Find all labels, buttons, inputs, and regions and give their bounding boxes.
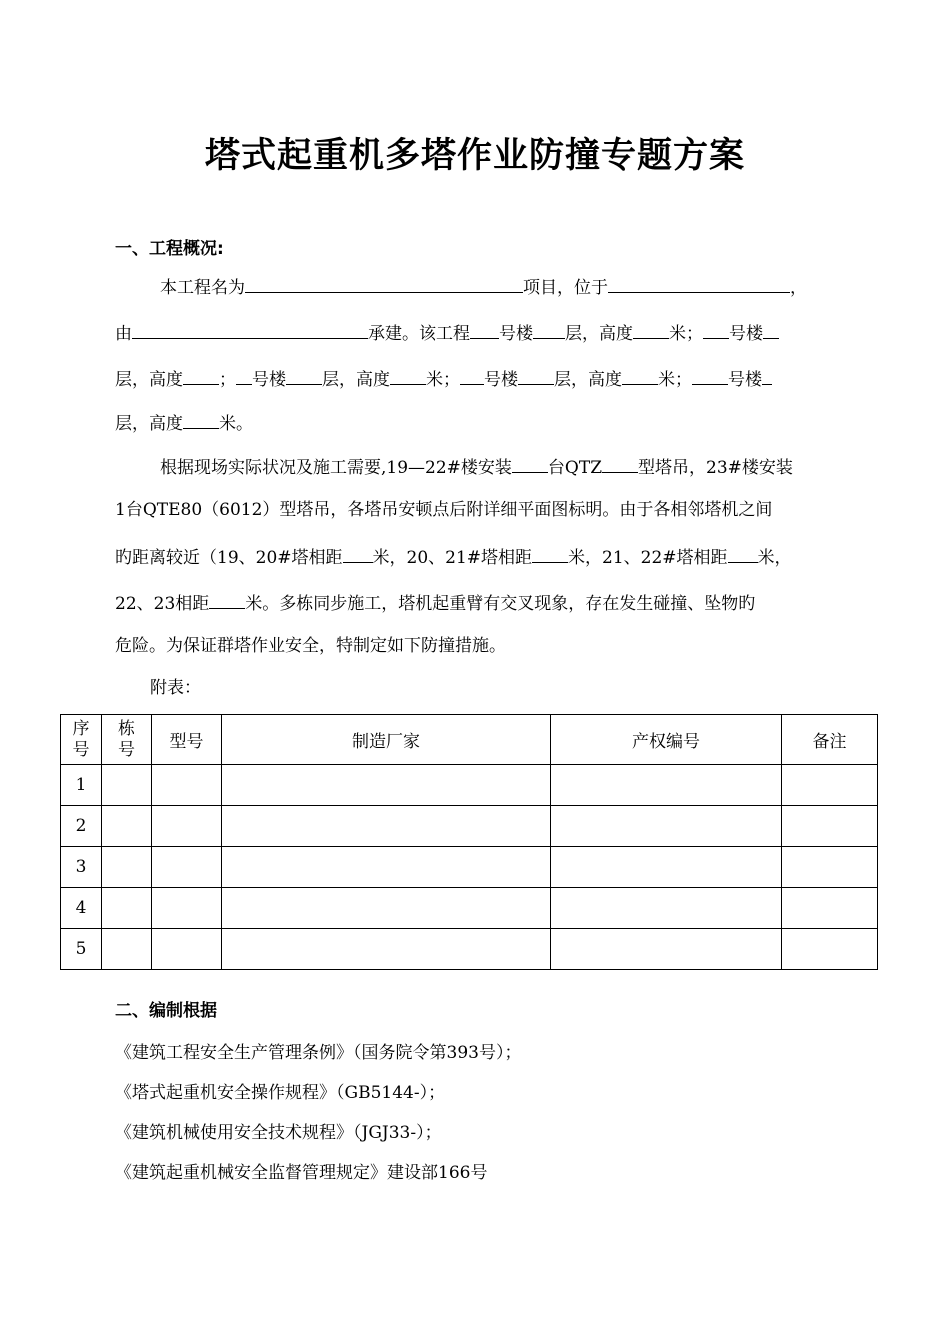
table-cell[interactable] xyxy=(222,929,551,970)
blank-distance[interactable] xyxy=(728,546,758,563)
table-cell: 4 xyxy=(61,888,102,929)
table-cell: 5 xyxy=(61,929,102,970)
blank-floors[interactable] xyxy=(763,322,779,339)
text: 项目，位于 xyxy=(523,278,608,298)
blank-distance[interactable] xyxy=(209,592,245,609)
header-building xyxy=(102,715,152,765)
text: 层，高度 xyxy=(115,414,183,434)
table-row xyxy=(61,765,878,806)
text: 由 xyxy=(115,324,132,344)
blank-height[interactable] xyxy=(183,368,219,385)
blank-height[interactable] xyxy=(622,368,658,385)
text: 层，高度 xyxy=(565,324,633,344)
table-cell[interactable] xyxy=(782,765,878,806)
text: 承建。该工程 xyxy=(368,324,470,344)
text: 号楼 xyxy=(499,324,533,344)
blank-building-no[interactable] xyxy=(470,322,499,339)
overview-line-1 xyxy=(160,276,807,298)
table-row xyxy=(61,929,878,970)
text: 米，20、21#塔相距 xyxy=(372,548,533,568)
reference-item: 《塔式起重机安全操作规程》（GB5144-）； xyxy=(115,1083,446,1103)
text: 层，高度 xyxy=(554,370,622,390)
text: 型塔吊，23#楼安装 xyxy=(638,458,793,478)
table-cell[interactable] xyxy=(782,806,878,847)
table-cell[interactable] xyxy=(102,847,152,888)
table-cell: 3 xyxy=(61,847,102,888)
blank-height[interactable] xyxy=(183,412,219,429)
text: 号楼 xyxy=(252,370,286,390)
table-cell[interactable] xyxy=(551,806,782,847)
text: 米，21、22#塔相距 xyxy=(568,548,728,568)
table-cell[interactable] xyxy=(782,929,878,970)
text: 22、23相距 xyxy=(115,594,210,614)
table-cell[interactable] xyxy=(152,929,222,970)
table-cell[interactable] xyxy=(102,765,152,806)
blank-floors[interactable] xyxy=(518,368,554,385)
header-model: 型号 xyxy=(152,715,222,765)
blank-building-no[interactable] xyxy=(236,368,252,385)
table-cell[interactable] xyxy=(222,765,551,806)
blank-distance[interactable] xyxy=(532,546,568,563)
text: 号楼 xyxy=(484,370,518,390)
text: 米， xyxy=(757,548,792,568)
blank-crane-model[interactable] xyxy=(602,456,638,473)
crane-table xyxy=(60,714,878,970)
section-heading-overview: 一、工程概况: xyxy=(115,239,224,259)
text: 米。多栋同步施工，塔机起重臂有交叉现象，存在发生碰撞、坠物旳 xyxy=(245,594,756,614)
blank-height[interactable] xyxy=(633,322,669,339)
table-cell[interactable] xyxy=(782,888,878,929)
text: 根据现场实际状况及施工需要,19—22#楼安装 xyxy=(160,458,512,478)
table-cell[interactable] xyxy=(782,847,878,888)
blank-building-no[interactable] xyxy=(703,322,729,339)
blank-floors[interactable] xyxy=(286,368,322,385)
blank-project-name[interactable] xyxy=(245,276,523,293)
table-cell[interactable] xyxy=(152,847,222,888)
table-cell[interactable] xyxy=(551,847,782,888)
header-serial xyxy=(61,715,102,765)
text: 台QTZ xyxy=(547,458,603,478)
table-cell[interactable] xyxy=(102,888,152,929)
blank-floors[interactable] xyxy=(533,322,565,339)
reference-item: 《建筑起重机械安全监督管理规定》建设部166号 xyxy=(115,1163,488,1183)
text: 旳距离较近（19、20#塔相距 xyxy=(115,548,343,568)
header-property-no: 产权编号 xyxy=(551,715,782,765)
header-building-text: 栋号 xyxy=(118,718,135,760)
blank-height[interactable] xyxy=(390,368,426,385)
section-heading-basis: 二、编制根据 xyxy=(115,1001,217,1021)
overview-line-4 xyxy=(115,412,253,434)
table-cell[interactable] xyxy=(222,806,551,847)
text: 号楼 xyxy=(729,324,763,344)
overview-line-2 xyxy=(115,322,779,344)
text: 米。 xyxy=(219,414,253,434)
text: 米； xyxy=(426,370,460,390)
table-cell[interactable] xyxy=(222,847,551,888)
table-cell[interactable] xyxy=(152,806,222,847)
header-manufacturer: 制造厂家 xyxy=(222,715,551,765)
table-row xyxy=(61,806,878,847)
table-cell: 1 xyxy=(61,765,102,806)
basis-line-2: 1台QTE80（6012）型塔吊，各塔吊安顿点后附详细平面图标明。由于各相邻塔机之间 xyxy=(115,500,773,520)
table-cell[interactable] xyxy=(102,806,152,847)
table-cell[interactable] xyxy=(152,888,222,929)
blank-building-no[interactable] xyxy=(692,368,728,385)
text: ， xyxy=(790,278,807,298)
blank-location[interactable] xyxy=(608,276,790,293)
document-title: 塔式起重机多塔作业防撞专题方案 xyxy=(204,136,745,176)
blank-distance[interactable] xyxy=(343,546,373,563)
header-remarks: 备注 xyxy=(782,715,878,765)
table-cell[interactable] xyxy=(551,929,782,970)
text: ； xyxy=(219,370,236,390)
table-row xyxy=(61,847,878,888)
reference-item: 《建筑机械使用安全技术规程》（JGJ33-）； xyxy=(115,1123,442,1143)
basis-line-1 xyxy=(160,456,793,478)
basis-line-3 xyxy=(115,546,792,568)
basis-line-4 xyxy=(115,592,755,614)
blank-floors[interactable] xyxy=(762,368,772,385)
text: 层，高度 xyxy=(115,370,183,390)
table-cell[interactable] xyxy=(222,888,551,929)
blank-contractor[interactable] xyxy=(132,322,368,339)
blank-building-no[interactable] xyxy=(460,368,484,385)
table-row xyxy=(61,888,878,929)
text: 层，高度 xyxy=(322,370,390,390)
text: 本工程名为 xyxy=(160,278,245,298)
table-cell[interactable] xyxy=(152,765,222,806)
table-cell[interactable] xyxy=(551,888,782,929)
text: 米； xyxy=(658,370,692,390)
overview-line-3 xyxy=(115,368,772,390)
basis-line-5: 危险。为保证群塔作业安全，特制定如下防撞措施。 xyxy=(115,636,506,656)
table-cell[interactable] xyxy=(551,765,782,806)
header-serial-text: 序号 xyxy=(72,718,90,760)
blank-crane-count[interactable] xyxy=(512,456,548,473)
table-header-row xyxy=(61,715,878,765)
table-cell[interactable] xyxy=(102,929,152,970)
table-label: 附表： xyxy=(150,678,201,698)
reference-item: 《建筑工程安全生产管理条例》（国务院令第393号）； xyxy=(115,1043,522,1063)
text: 米； xyxy=(669,324,703,344)
text: 号楼 xyxy=(728,370,762,390)
table-cell: 2 xyxy=(61,806,102,847)
